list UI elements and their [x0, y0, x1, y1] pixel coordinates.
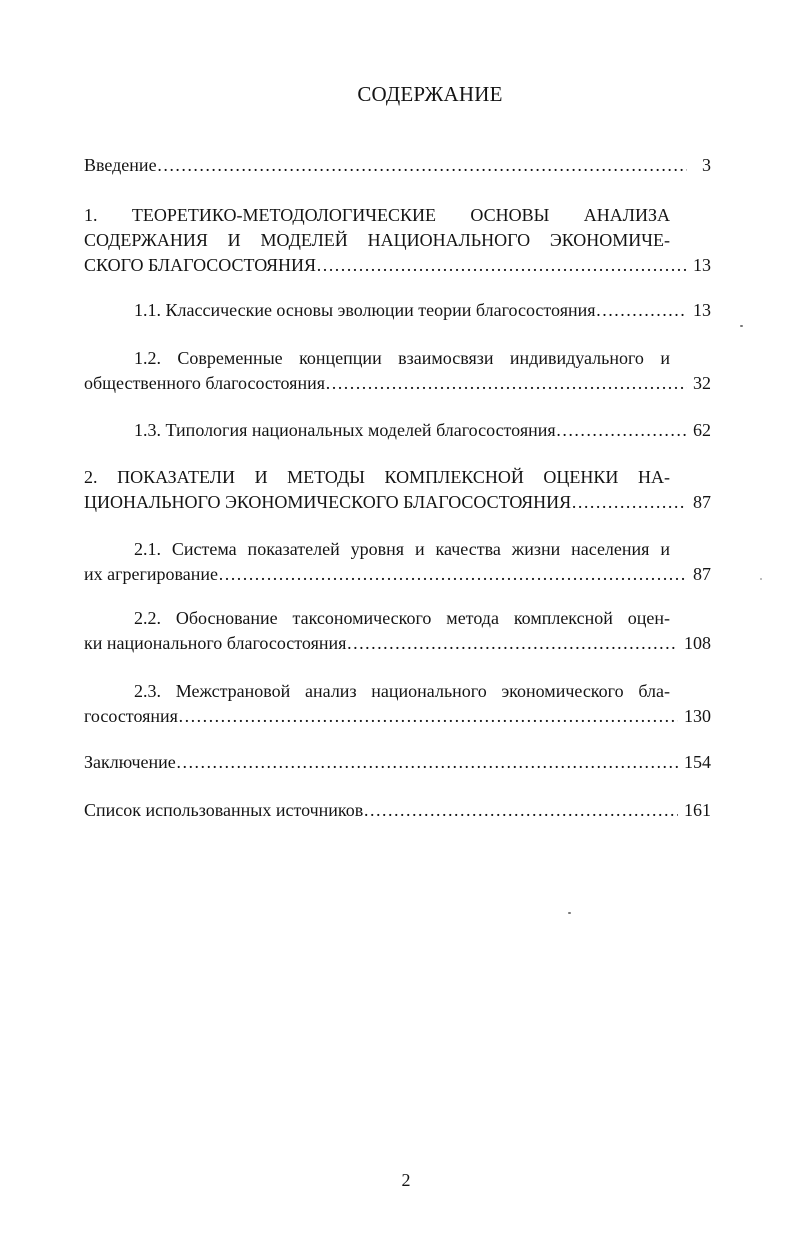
- toc-page-number: 87: [693, 564, 711, 584]
- toc-entry-section-1-3: [84, 418, 711, 442]
- toc-entry-label: Введение: [84, 155, 157, 175]
- scan-speck: [740, 325, 743, 327]
- leader-dots: [325, 371, 687, 395]
- page-number: 2: [401, 1170, 411, 1190]
- toc-page-number: 154: [684, 752, 711, 772]
- toc-page-number: 13: [693, 255, 711, 275]
- toc-entry-chapter-1-line-2: [84, 228, 711, 252]
- toc-entry-line: 2. ПОКАЗАТЕЛИ И МЕТОДЫ КОМПЛЕКСНОЙ ОЦЕНКИ НА-: [84, 467, 670, 487]
- toc-entry-chapter-1: [84, 203, 711, 227]
- toc-page-number: 130: [684, 706, 711, 726]
- toc-entry-section-1-2: [84, 346, 711, 370]
- toc-entry-label: ЦИОНАЛЬНОГО ЭКОНОМИЧЕСКОГО БЛАГОСОСТОЯНИЯ: [84, 492, 572, 512]
- toc-entry-label: Список использованных источников: [84, 800, 364, 820]
- toc-entry-label: Заключение: [84, 752, 176, 772]
- leader-dots: [176, 750, 678, 774]
- toc-page-number: 3: [702, 155, 711, 175]
- toc-entry-label: госостояния: [84, 706, 178, 726]
- toc-entry-section-2-2: [84, 606, 711, 630]
- toc-entry-section-2-1: [84, 537, 711, 561]
- toc-entry-section-2-3-line-2: [84, 704, 711, 728]
- toc-entry-intro: [84, 153, 711, 177]
- toc-entry-chapter-1-line-3: [84, 253, 711, 277]
- toc-entry-chapter-2: [84, 465, 711, 489]
- toc-entry-line: 2.3. Межстрановой анализ национального экономического бла-: [134, 681, 670, 701]
- toc-entry-label: СКОГО БЛАГОСОСТОЯНИЯ: [84, 255, 316, 275]
- leader-dots: [596, 298, 687, 322]
- toc-entry-label: 1.1. Классические основы эволюции теории благосостояния: [134, 300, 596, 320]
- contents-title: СОДЕРЖАНИЕ: [357, 82, 503, 106]
- toc-entry-line: 1. ТЕОРЕТИКО-МЕТОДОЛОГИЧЕСКИЕ ОСНОВЫ АНАЛИЗА: [84, 205, 670, 225]
- toc-entry-line: 2.1. Система показателей уровня и качества жизни населения и: [134, 539, 670, 559]
- toc-entry-section-1-1: [84, 298, 711, 322]
- toc-entry-label: их агрегирование: [84, 564, 219, 584]
- toc-entry-section-1-2-line-2: [84, 371, 711, 395]
- leader-dots: [316, 253, 687, 277]
- toc-page-number: 161: [684, 800, 711, 820]
- toc-entry-line: СОДЕРЖАНИЯ И МОДЕЛЕЙ НАЦИОНАЛЬНОГО ЭКОНОМИЧЕ-: [84, 230, 670, 250]
- toc-entry-section-2-3: [84, 679, 711, 703]
- leader-dots: [157, 153, 687, 177]
- toc-page-number: 87: [693, 492, 711, 512]
- toc-page-number: 13: [693, 300, 711, 320]
- leader-dots: [556, 418, 687, 442]
- toc-entry-line: 1.2. Современные концепции взаимосвязи индивидуального и: [134, 348, 670, 368]
- leader-dots: [178, 704, 678, 728]
- toc-entry-label: общественного благосостояния: [84, 373, 325, 393]
- toc-entry-chapter-2-line-2: [84, 490, 711, 514]
- toc-entry-sources: [84, 798, 711, 822]
- scan-speck: [568, 912, 571, 914]
- toc-page-number: 108: [684, 633, 711, 653]
- toc-entry-section-2-2-line-2: [84, 631, 711, 655]
- toc-page-number: 32: [693, 373, 711, 393]
- toc-entry-conclusion: [84, 750, 711, 774]
- toc-entry-section-2-1-line-2: [84, 562, 711, 586]
- toc-entry-label: 1.3. Типология национальных моделей благосостояния: [134, 420, 556, 440]
- leader-dots: [571, 490, 687, 514]
- toc-entry-line: 2.2. Обоснование таксономического метода комплексной оцен-: [134, 608, 670, 628]
- toc-page-number: 62: [693, 420, 711, 440]
- leader-dots: [346, 631, 678, 655]
- toc-entry-label: ки национального благосостояния: [84, 633, 347, 653]
- leader-dots: [363, 798, 678, 822]
- scan-speck: [760, 578, 762, 580]
- leader-dots: [218, 562, 687, 586]
